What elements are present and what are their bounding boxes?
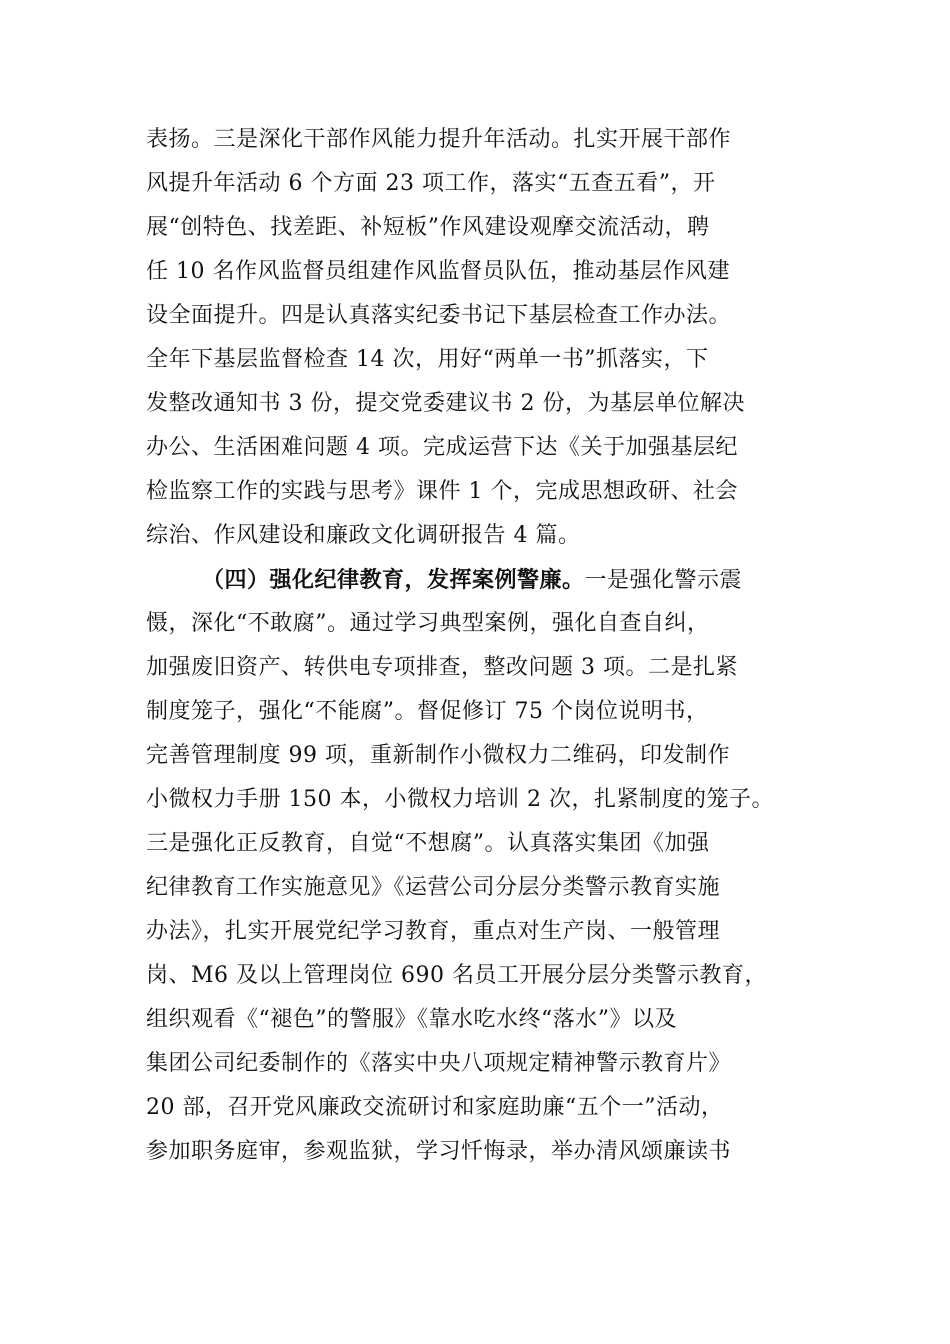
paragraph-line: 参加职务庭审，参观监狱，学习忏悔录，举办清风颂廉读书 <box>146 1139 732 1164</box>
section-4-heading: （四）强化纪律教育，发挥案例警廉。 <box>202 567 585 593</box>
paragraph-line: 完善管理制度 99 项，重新制作小微权力二维码，印发制作 <box>146 743 730 768</box>
paragraph-line: 集团公司纪委制作的《落实中央八项规定精神警示教育片》 <box>146 1051 732 1076</box>
paragraph-line: 岗、M6 及以上管理岗位 690 名员工开展分层分类警示教育， <box>146 963 767 988</box>
paragraph-line: 组织观看《“褪色”的警服》《靠水吃水终“落水”》以及 <box>146 1007 677 1032</box>
paragraph-line: 设全面提升。四是认真落实纪委书记下基层检查工作办法。 <box>146 303 732 328</box>
paragraph-line: 纪律教育工作实施意见》《运营公司分层分类警示教育实施 <box>146 875 721 900</box>
section-4-first-text: 一是强化警示震 <box>584 568 743 593</box>
paragraph-line: 全年下基层监督检查 14 次，用好“两单一书”抓落实，下 <box>146 347 709 372</box>
paragraph-line: 表扬。三是深化干部作风能力提升年活动。扎实开展干部作 <box>146 127 732 152</box>
paragraph-line: 20 部，召开党风廉政交流研讨和家庭助廉“五个一”活动， <box>146 1095 724 1120</box>
paragraph-line: 加强废旧资产、转供电专项排查，整改问题 3 项。二是扎紧 <box>146 655 738 680</box>
paragraph-line: 综治、作风建设和廉政文化调研报告 4 篇。 <box>146 523 581 548</box>
body-text <box>146 118 826 1174</box>
paragraph-line: 检监察工作的实践与思考》课件 1 个，完成思想政研、社会 <box>146 479 738 504</box>
paragraph-line: 小微权力手册 150 本，小微权力培训 2 次，扎紧制度的笼子。 <box>146 787 774 812</box>
paragraph-line: 三是强化正反教育，自觉“不想腐”。认真落实集团《加强 <box>146 831 710 856</box>
section-4-first-line <box>146 558 826 602</box>
paragraph-line: 展“创特色、找差距、补短板”作风建设观摩交流活动，聘 <box>146 215 710 240</box>
paragraph-line: 制度笼子，强化“不能腐”。督促修订 75 个岗位说明书， <box>146 699 709 724</box>
paragraph-line: 风提升年活动 6 个方面 23 项工作，落实“五查五看”，开 <box>146 171 716 196</box>
paragraph-line: 发整改通知书 3 份，提交党委建议书 2 份，为基层单位解决 <box>146 391 745 416</box>
paragraph-line: 办公、生活困难问题 4 项。完成运营下达《关于加强基层纪 <box>146 435 738 460</box>
paragraph-line: 慑，深化“不敢腐”。通过学习典型案例，强化自查自纠， <box>146 611 710 636</box>
paragraph-line: 办法》，扎实开展党纪学习教育，重点对生产岗、一般管理 <box>146 919 721 944</box>
paragraph-line: 任 10 名作风监督员组建作风监督员队伍，推动基层作风建 <box>146 259 730 284</box>
